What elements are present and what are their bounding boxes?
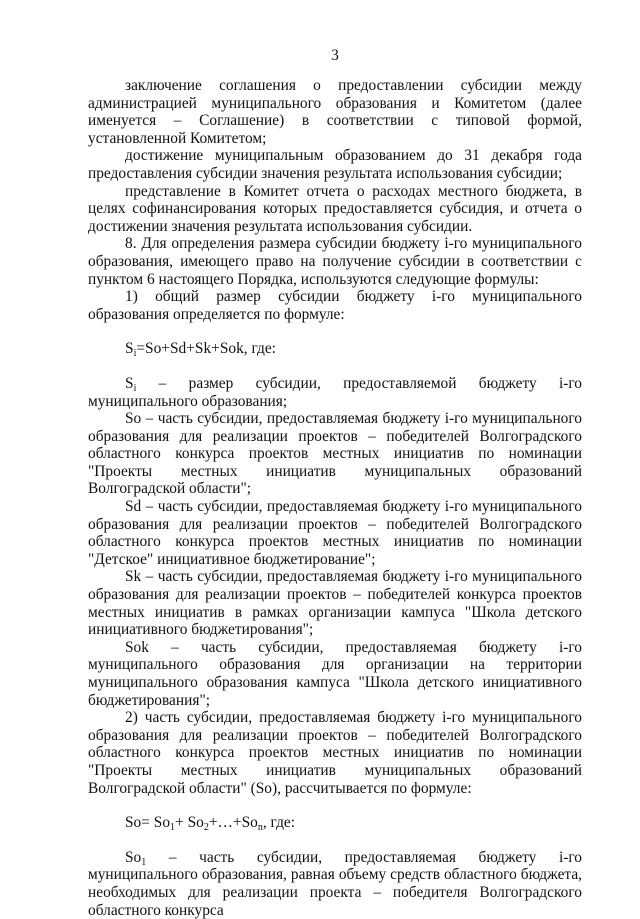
formula-subscript: 2 [203, 822, 209, 834]
formula-part: So= So [125, 814, 171, 832]
paragraph-report-submission: представление в Комитет отчета о расходах местного бюджета, в целях софинансирования которых предоставляется субсидия, и отчета о достижении значения результата использования субсидии. [88, 182, 582, 235]
definition-subscript: 1 [141, 856, 147, 868]
formula-part: +…+So [208, 814, 258, 832]
definition-symbol: So [125, 848, 142, 866]
paragraph-total-subsidy: 1) общий размер субсидии бюджету i-го муниципального образования определяется по формуле: [88, 288, 582, 323]
definition-so1 [88, 849, 582, 919]
definition-so: So – часть субсидии, предоставляемая бюджету i-го муниципального образования для реализации проектов – победителей Волгоградского областного конкурса проектов местных инициатив по номинации "Проекты местных инициатив муниципальных образований Волгоградской области"; [88, 410, 582, 498]
paragraph-agreement: заключение соглашения о предоставлении субсидии между администрацией муниципального образования и Комитетом (далее именуется – Соглашение) в соответствии с типовой формой, установленной Комитетом; [88, 77, 582, 147]
definition-sd: Sd – часть субсидии, предоставляемая бюджету i-го муниципального образования для реализации проектов – победителей Волгоградского областного конкурса проектов местных инициатив по номинации "Детское" инициативное бюджетирование"; [88, 498, 582, 568]
formula-symbol: S [125, 340, 134, 358]
formula-part: , где: [262, 814, 296, 832]
definition-text: – размер субсидии, предоставляемой бюджету i-го муниципального образования; [88, 374, 582, 410]
paragraph-result-achievement: достижение муниципальным образованием до 31 декабря года предоставления субсидии значения результата использования субсидии; [88, 147, 582, 182]
formula-expression: =So+Sd+Sk+Sok, где: [136, 340, 276, 358]
definition-sok: Sok – часть субсидии, предоставляемая бюджету i-го муниципального образования для организации на территории муниципального образования кампуса "Школа детского инициативного бюджетирования"; [88, 638, 582, 709]
formula-subscript: i [133, 348, 137, 360]
paragraph-item-8: 8. Для определения размера субсидии бюджету i-го муниципального образования, имеющего право на получение субсидии в соответствии с пунктом 6 настоящего Порядка, используются следующие формулы: [88, 235, 582, 288]
paragraph-so-calculation: 2) часть субсидии, предоставляемая бюджету i-го муниципального образования для реализации проектов – победителей Волгоградского областного конкурса проектов местных инициатив по номинации "Проекты местных инициатив муниципальных образований Волгоградской области" (So), рассчитывается по формуле: [88, 709, 582, 797]
formula-subscript: n [257, 822, 263, 834]
definition-subscript: i [133, 382, 137, 394]
page-number: 3 [331, 47, 339, 64]
formula-subscript: 1 [170, 822, 176, 834]
definition-text: – часть субсидии, предоставляемая бюджету i-го муниципального образования, равная объему средств областного бюджета, необходимых для реализации проекта – победителя Волгоградского областного конкурса [88, 848, 582, 919]
definition-si [88, 375, 582, 410]
formula-part: + So [175, 814, 204, 832]
formula-total-subsidy [88, 340, 582, 358]
definition-symbol: S [125, 374, 134, 392]
definition-sk: Sk – часть субсидии, предоставляемая бюджету i-го муниципального образования для реализации проектов – победителей конкурса проектов местных инициатив в рамках организации кампуса "Школа детского инициативного бюджетирования"; [88, 568, 582, 639]
document-body [88, 77, 582, 919]
formula-so [88, 814, 582, 832]
